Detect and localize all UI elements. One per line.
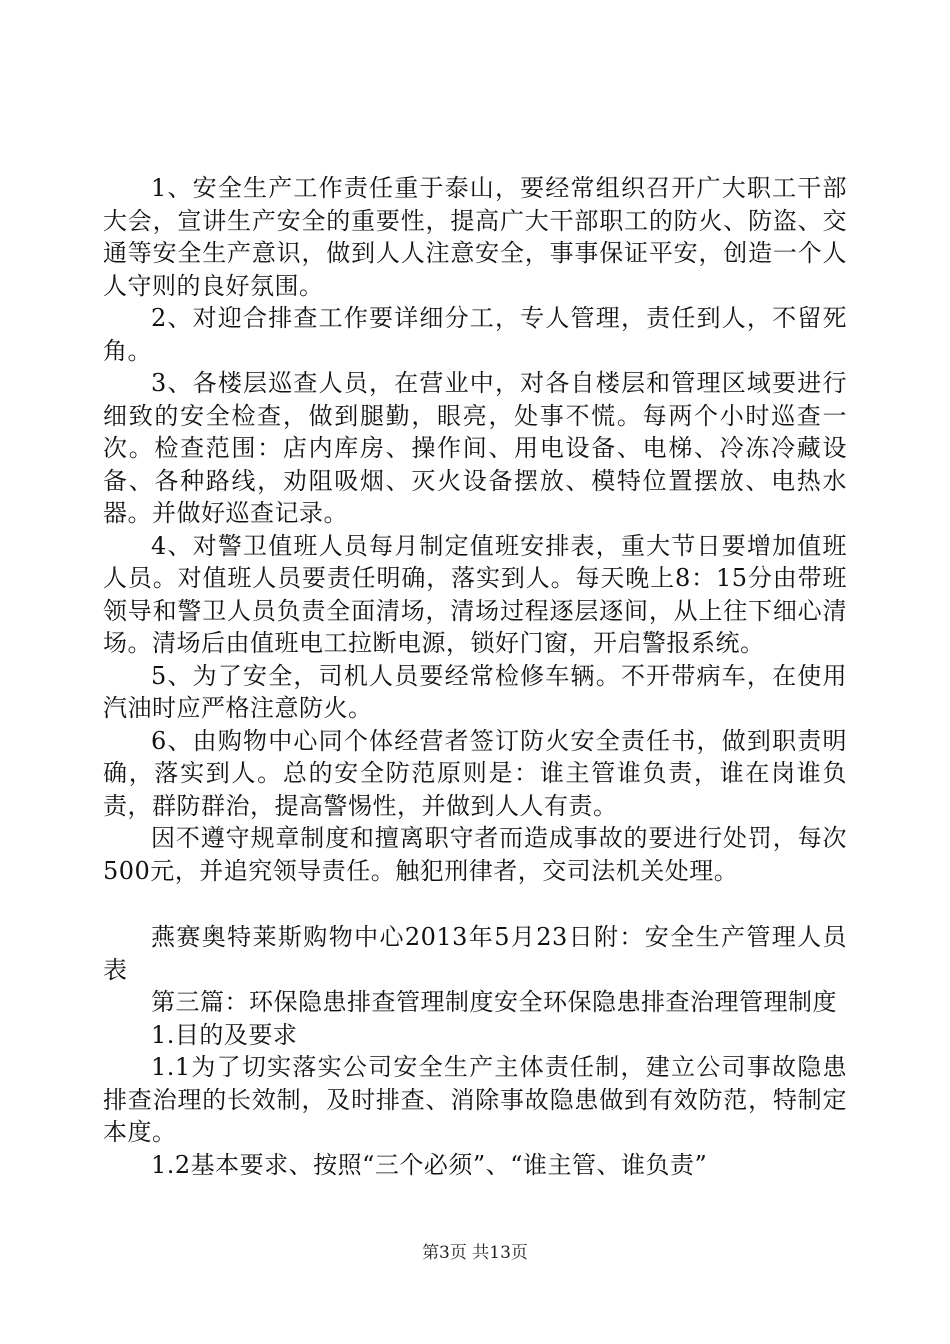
paragraph-3: 3、各楼层巡查人员，在营业中，对各自楼层和管理区域要进行细致的安全检查，做到腿勤，眼亮，处事不慌。每两个小时巡查一次。检查范围：店内库房、操作间、用电设备、电梯、冷冻冷藏设备、各种路线，劝阻吸烟、灭火设备摆放、模特位置摆放、电热水器。并做好巡查记录。	[103, 369, 847, 527]
penalty-paragraph: 因不遵守规章制度和擅离职守者而造成事故的要进行处罚，每次500元，并追究领导责任。触犯刑律者，交司法机关处理。	[103, 824, 847, 885]
signature-paragraph: 燕赛奥特莱斯购物中心2013年5月23日附：安全生产管理人员表	[103, 923, 847, 984]
paragraph-1: 1、安全生产工作责任重于泰山，要经常组织召开广大职工干部大会，宣讲生产安全的重要性，提高广大干部职工的防火、防盗、交通等安全生产意识，做到人人注意安全，事事保证平安，创造一个人人守则的良好氛围。	[103, 174, 847, 300]
clause-1-1: 1.1为了切实落实公司安全生产主体责任制，建立公司事故隐患排查治理的长效制，及时排查、消除事故隐患做到有效防范，特制定本度。	[103, 1053, 847, 1146]
document-body	[103, 172, 847, 1181]
paragraph-4: 4、对警卫值班人员每月制定值班安排表，重大节日要增加值班人员。对值班人员要责任明确，落实到人。每天晚上8：15分由带班领导和警卫人员负责全面清场，清场过程逐层逐间，从上往下细心清场。清场后由值班电工拉断电源，锁好门窗，开启警报系统。	[103, 531, 847, 657]
section-heading: 第三篇：环保隐患排查管理制度安全环保隐患排查治理管理制度	[151, 988, 837, 1016]
paragraph-gap	[103, 887, 847, 921]
paragraph-5: 5、为了安全，司机人员要经常检修车辆。不开带病车，在使用汽油时应严格注意防火。	[103, 661, 847, 722]
subsection-heading: 1.目的及要求	[151, 1020, 298, 1049]
paragraph-2: 2、对迎合排查工作要详细分工，专人管理，责任到人，不留死角。	[103, 304, 847, 365]
paragraph-6: 6、由购物中心同个体经营者签订防火安全责任书，做到职责明确，落实到人。总的安全防范原则是：谁主管谁负责，谁在岗谁负责，群防群治，提高警惕性，并做到人人有责。	[103, 726, 847, 820]
clause-1-2: 1.2基本要求、按照“三个必须”、“谁主管、谁负责”	[151, 1150, 708, 1179]
page-footer: 第3页 共13页	[422, 1243, 528, 1263]
